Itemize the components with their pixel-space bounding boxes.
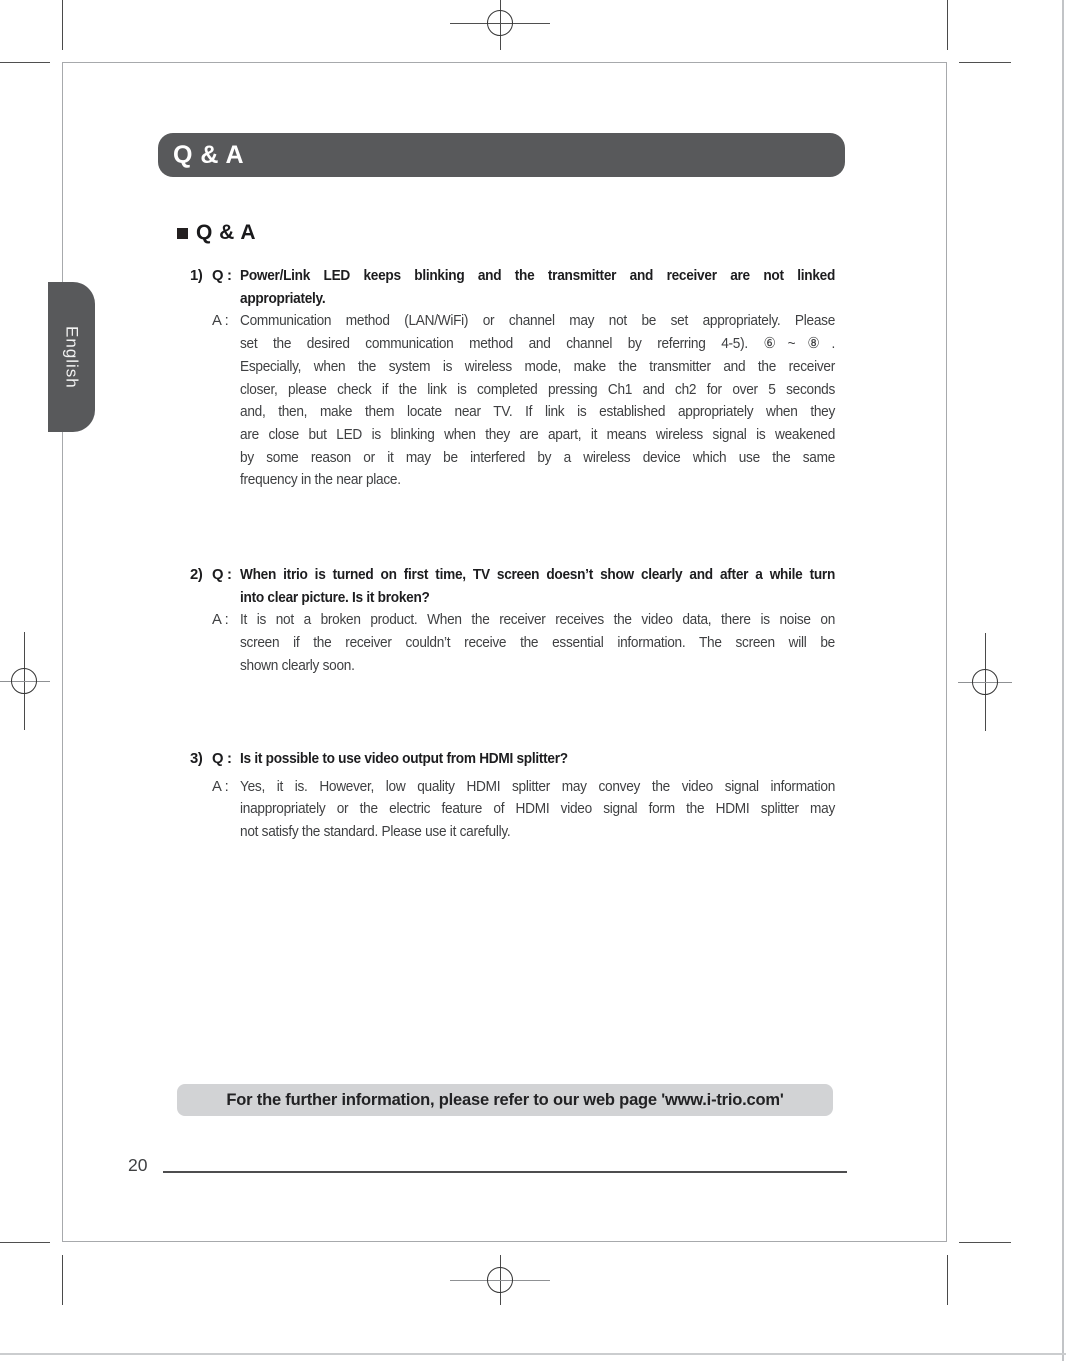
question-line: into clear picture. Is it broken? <box>240 589 430 606</box>
answer-line: not satisfy the standard. Please use it carefully. <box>240 824 511 841</box>
item-number: 2) <box>190 567 203 583</box>
answer-line: shown clearly soon. <box>240 657 355 674</box>
answer-row <box>190 776 840 844</box>
question-line: When itrio is turned on first time, TV screen doesn’t show clearly and after a while turn <box>240 567 836 583</box>
qa-item-2 <box>190 564 840 678</box>
scan-edge-right <box>1062 0 1064 1361</box>
trim-mark-lower-right <box>959 1242 1011 1243</box>
square-bullet-icon <box>177 228 188 239</box>
answer-text <box>240 776 835 844</box>
qa-item-3 <box>190 748 840 844</box>
qa-header-bar-title: Q & A <box>173 140 245 169</box>
answer-line: and, then, make them locate near TV. If link is established appropriately when they <box>240 404 836 421</box>
spacer <box>190 776 212 844</box>
answer-line: Communication method (LAN/WiFi) or channel may not be set appropriately. Please <box>240 313 836 330</box>
language-tab-english <box>48 282 95 432</box>
a-label: A : <box>212 612 229 629</box>
spacer <box>190 310 212 492</box>
answer-line: Yes, it is. However, low quality HDMI splitter may convey the video signal information <box>240 778 836 795</box>
footer-note-bar <box>177 1084 833 1116</box>
question-line: appropriately. <box>240 290 326 307</box>
answer-line: set the desired communication method and channel by referring 4-5). ⑥~⑧. <box>240 336 836 353</box>
q-label: Q : <box>212 751 232 767</box>
section-heading <box>177 221 256 245</box>
answer-line: frequency in the near place. <box>240 472 401 489</box>
footer-note-text: For the further information, please refer to our web page 'www.i-trio.com' <box>226 1090 784 1109</box>
answer-line: by some reason or it may be interfered by a wireless device which use the same <box>240 449 836 466</box>
question-row <box>190 265 840 310</box>
question-text <box>240 265 835 310</box>
trim-mark-top-right <box>947 0 948 50</box>
answer-text <box>240 310 835 492</box>
trim-mark-bottom-right <box>947 1255 948 1305</box>
answer-line: Especially, when the system is wireless mode, make the transmitter and the receiver <box>240 358 836 375</box>
q-label: Q : <box>212 567 232 583</box>
answer-line: It is not a broken product. When the receiver receives the video data, there is noise on <box>240 612 836 629</box>
language-tab-label: English <box>62 325 82 389</box>
question-line: Is it possible to use video output from HDMI splitter? <box>240 751 568 767</box>
trim-mark-upper-right <box>959 62 1011 63</box>
footer-rule <box>163 1171 847 1173</box>
a-label: A : <box>212 313 229 330</box>
q-label: Q : <box>212 268 232 284</box>
question-line: Power/Link LED keeps blinking and the transmitter and receiver are not linked <box>240 268 836 284</box>
trim-mark-top-left <box>62 0 63 50</box>
qa-item-1 <box>190 265 840 492</box>
spacer <box>190 609 212 677</box>
question-row <box>190 564 840 609</box>
page-number: 20 <box>128 1155 148 1175</box>
trim-mark-bottom-left <box>62 1255 63 1305</box>
trim-mark-upper-left <box>0 62 50 63</box>
section-title: Q & A <box>196 221 257 244</box>
item-number: 3) <box>190 751 203 767</box>
question-text <box>240 748 835 771</box>
scan-edge-bottom <box>0 1353 1066 1355</box>
answer-row <box>190 609 840 677</box>
question-text <box>240 564 835 609</box>
answer-line: are close but LED is blinking when they are apart, it means wireless signal is weakened <box>240 426 836 443</box>
a-label: A : <box>212 778 229 795</box>
question-row <box>190 748 840 771</box>
qa-header-bar <box>158 133 845 177</box>
answer-text <box>240 609 835 677</box>
answer-row <box>190 310 840 492</box>
item-number: 1) <box>190 268 203 284</box>
answer-line: closer, please check if the link is completed pressing Ch1 and ch2 for over 5 seconds <box>240 381 836 398</box>
trim-mark-lower-left <box>0 1242 50 1243</box>
answer-line: screen if the receiver couldn’t receive the essential information. The screen will be <box>240 635 836 652</box>
answer-line: inappropriately or the electric feature of HDMI video signal form the HDMI splitter may <box>240 801 836 818</box>
